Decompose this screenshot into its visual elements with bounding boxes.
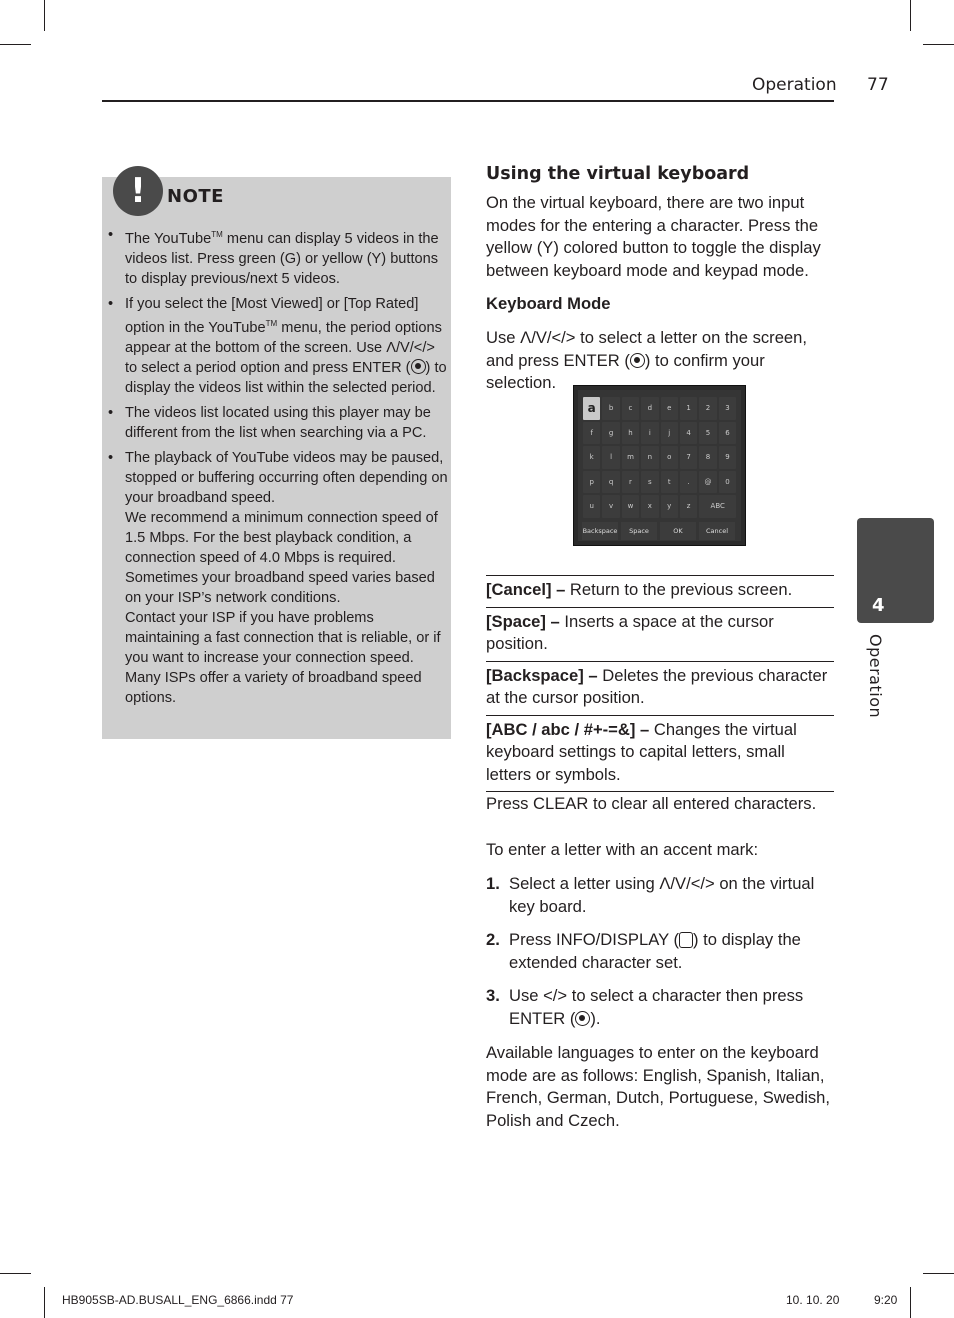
chapter-number: 4 [872,595,885,616]
enter-button-icon [411,359,426,374]
keyboard-mode-text: Use Λ/V/</> to select a letter on the screen, and press ENTER ( ) to confirm your selection. [486,328,808,392]
note-list [106,225,448,713]
keyboard-key: 6 [719,422,736,445]
keyboard-key: g [602,422,619,445]
exclamation-icon: ! [113,166,163,216]
keyboard-key: 8 [699,446,716,469]
keyboard-bottom-key: OK [660,522,696,540]
languages-paragraph: Available languages to enter on the keyboard mode are as follows: English, Spanish, Italian, French, German, Dutch, Portuguese, Swedish, Polish and Czech. [486,1043,831,1130]
intro-paragraph: On the virtual keyboard, there are two input modes for the entering a character. Press the yellow (Y) colored button to toggle the display between keyboard mode and keypad mode. [486,193,821,280]
keyboard-key: z [680,495,697,518]
footer-time: 9:20 [874,1293,898,1307]
header-rule [102,100,834,102]
keyboard-bottom-key: Cancel [699,522,735,540]
keyboard-key: y [661,495,678,518]
keyboard-key: j [661,422,678,445]
keyboard-key: 3 [719,397,736,420]
footer-filename: HB905SB-AD.BUSALL_ENG_6866.indd 77 [62,1293,294,1307]
keyboard-key: l [602,446,619,469]
keyboard-key: v [602,495,619,518]
clear-paragraph: Press CLEAR to clear all entered characters. [486,794,817,813]
running-header-section: Operation [752,75,837,95]
footer-date: 10. 10. 20 [786,1293,840,1307]
keyboard-key: 1 [680,397,697,420]
note-item: • The YouTube™ menu can display 5 videos in the videos list. Press green (G) or yellow (Y) buttons to display previous/next 5 videos. [106,225,448,289]
keyboard-key: o [661,446,678,469]
step-item: 2. Press INFO/DISPLAY ( ) to display the extended character set. [486,930,801,972]
enter-button-icon [575,1011,590,1026]
keyboard-key: k [583,446,600,469]
keyboard-key: m [622,446,639,469]
virtual-keyboard-screenshot [573,385,746,546]
keyboard-key: q [602,471,619,494]
keyboard-key: i [641,422,658,445]
crop-mark [910,0,911,31]
keyboard-key: t [661,471,678,494]
keyboard-key: d [641,397,658,420]
crop-mark [44,1287,45,1318]
keyboard-key: f [583,422,600,445]
keyboard-key: 0 [719,471,736,494]
keyboard-key: e [661,397,678,420]
keyboard-key: r [622,471,639,494]
definition-item: [Space] – Inserts a space at the cursor position. [486,607,834,661]
steps-list [486,873,836,1041]
keyboard-key: 4 [680,422,697,445]
note-item: • The videos list located using this player may be different from the list when searching via a PC. [106,403,448,443]
definition-list [486,575,834,792]
keyboard-key-grid [582,396,737,519]
crop-mark [44,0,45,31]
section-heading-wrap [486,163,836,186]
keyboard-key: ABC [699,495,736,518]
chapter-label: Operation [866,634,885,719]
definition-item: [ABC / abc / #+-=&] – Changes the virtual keyboard settings to capital letters, small letters or symbols. [486,715,834,793]
keyboard-key: u [583,495,600,518]
note-item: • If you select the [Most Viewed] or [Top Rated] option in the YouTube™ menu, the period options appear at the bottom of the screen. Use Λ/V/</> to select a period option and press ENTER ( ) to display the videos list within the selected period. [106,294,448,398]
crop-mark [910,1287,911,1318]
keyboard-key: 5 [699,422,716,445]
keyboard-key: @ [699,471,716,494]
keyboard-key: p [583,471,600,494]
step-item: 3. Use </> to select a character then press ENTER ( ). [486,986,804,1028]
keyboard-key: n [641,446,658,469]
keyboard-key: b [602,397,619,420]
keyboard-key: c [622,397,639,420]
crop-mark [923,1273,954,1274]
crop-mark [0,44,31,45]
keyboard-key: . [680,471,697,494]
keyboard-key: 9 [719,446,736,469]
keyboard-key: a [583,397,600,420]
note-item: • The playback of YouTube videos may be paused, stopped or buffering occurring often depending on your broadband speed. We recommend a minimum connection speed of 1.5 Mbps. For the best playback condition, a connection speed of 4.0 Mbps is required. Sometimes your broadband speed varies based on your ISP’s network conditions. Contact your ISP if you have problems maintaining a fast connection that is reliable, or if you want to increase your connection speed. Many ISPs offer a variety of broadband speed options. [106,448,448,708]
chapter-tab [857,518,934,623]
section-heading: Using the virtual keyboard [486,164,750,184]
keyboard-bottom-key: Space [621,522,657,540]
subheading-keyboard-mode: Keyboard Mode [486,294,611,313]
accent-intro: To enter a letter with an accent mark: [486,840,759,859]
keyboard-bottom-row [582,522,735,540]
info-display-button-icon [679,932,693,948]
enter-button-icon [630,353,645,368]
keyboard-key: 7 [680,446,697,469]
step-item: 1. Select a letter using Λ/V/</> on the virtual key board. [486,874,815,916]
note-title: NOTE [167,186,224,207]
keyboard-key: x [641,495,658,518]
keyboard-bottom-key: Backspace [582,522,618,540]
crop-mark [0,1273,31,1274]
keyboard-key: 2 [699,397,716,420]
crop-mark [923,44,954,45]
page-number: 77 [867,75,889,95]
definition-item: [Cancel] – Return to the previous screen. [486,575,834,607]
definition-item: [Backspace] – Deletes the previous character at the cursor position. [486,661,834,715]
keyboard-key: h [622,422,639,445]
keyboard-key: w [622,495,639,518]
keyboard-key: s [641,471,658,494]
